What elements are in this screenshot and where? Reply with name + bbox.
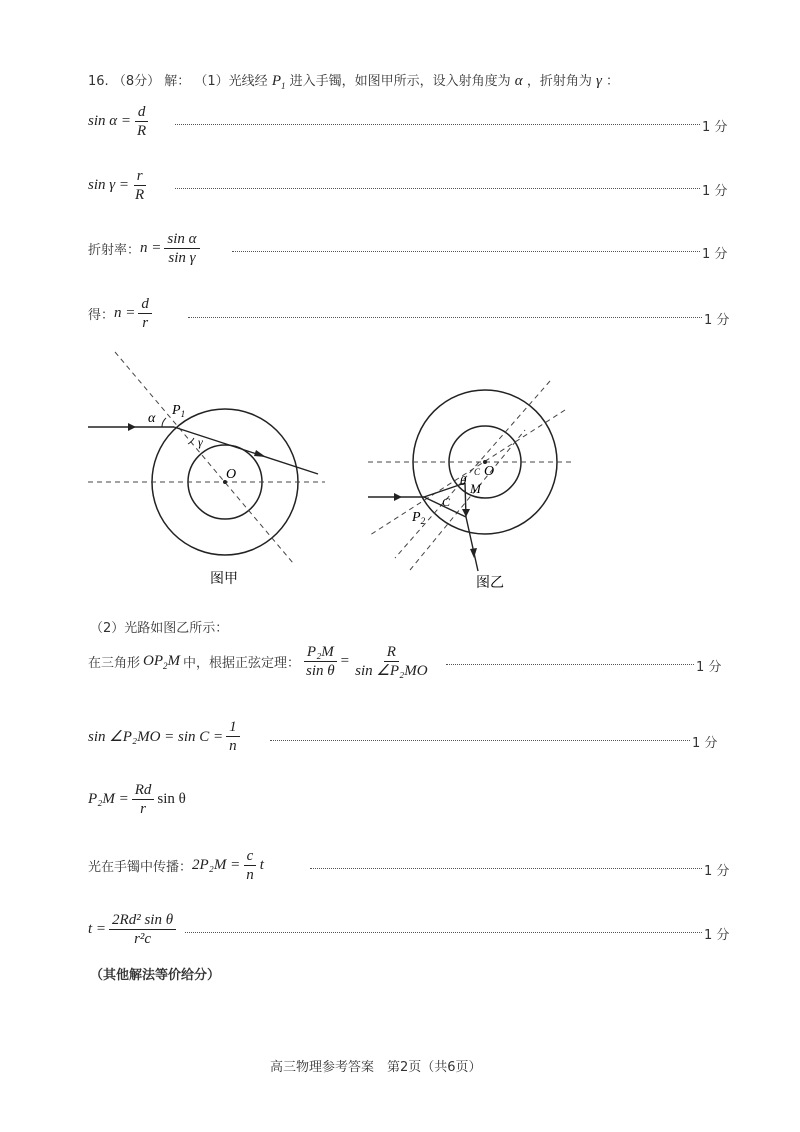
incident-arrow-icon [394,493,402,501]
eq6-score: 1 分 [692,736,718,751]
eq9-fraction: $\frac{\text{2Rd² sin θ}}{\text{r²c}}$ [109,912,176,947]
eq8-fraction: $\frac{c}{n}$ [243,848,257,883]
label-c1: C [474,467,481,477]
figure-jia [80,350,340,600]
eq8-label: 光在手镯中传播： [88,860,193,875]
part2-intro: （2）光路如图乙所示： [90,621,229,636]
eq8-score: 1 分 [704,864,730,879]
eq4-lhs: n = [114,305,136,321]
eq8-dots [310,868,702,869]
triangle-name: $OP_2M$ [143,652,181,671]
question-header [88,70,619,91]
equation-time [88,912,179,947]
exit-ray [466,517,478,571]
figure-yi [360,375,580,600]
part1-end: ： [606,74,620,89]
incident-arrow-icon [128,423,136,431]
figure-caption: 图乙 [476,576,504,591]
label-p2: $P_2$ [412,510,426,526]
eq9-score: 1 分 [704,928,730,943]
alpha-arc [162,418,166,427]
eq4-label: 得： [88,308,115,323]
equation-critical-angle [88,719,243,754]
eq5-fraction2: $\frac{R}{\text{sin ∠P₂MO}}$ [355,644,428,679]
eq5-label2: 中，根据正弦定理： [183,656,301,671]
eq5-equals: = [340,653,350,669]
eq5-score: 1 分 [696,660,722,675]
grading-note: （其他解法等价给分） [90,968,221,983]
eq8-lhs: 2P₂M = [192,857,241,873]
figure-caption: 图甲 [210,572,238,587]
eq7-lhs: P₂M = [88,791,129,807]
eq9-lhs: t = [88,921,107,937]
label-gamma: γ [198,435,203,449]
gamma-symbol: γ [595,73,602,89]
part1-text: 进入手镯，如图甲所示，设入射角度为 [289,74,511,89]
eq3-lhs: n = [140,240,162,256]
label-alpha: α [148,411,156,426]
point-p1: $P_1$ [271,73,286,91]
label-p1: $P_1$ [172,403,186,419]
eq8-tail: t [259,857,264,873]
equation-p2m [88,782,186,817]
eq2-lhs: sin γ = [88,177,130,193]
eq1-score: 1 分 [702,120,728,135]
alpha-symbol: α [514,73,523,89]
eq3-dots [232,251,700,252]
equation-result-n [88,296,155,331]
eq3-label: 折射率： [88,243,141,258]
eq5-dots [446,664,694,665]
eq4-fraction: $\frac{d}{r}$ [138,296,152,331]
eq7-tail: sin θ [157,791,186,807]
equation-sine-law [88,644,434,679]
equation-refractive-index [88,231,203,266]
eq2-fraction: $\frac{r}{R}$ [135,168,145,203]
label-m: M [470,481,481,496]
eq1-fraction: $\frac{d}{R}$ [134,104,149,139]
eq3-score: 1 分 [702,247,728,262]
dashed-line-b [370,410,565,535]
label-theta: θ [460,473,467,488]
eq4-dots [188,317,702,318]
equation-sin-gamma [88,168,150,203]
eq1-lhs: sin α = [88,113,132,129]
exit-arrow-icon [470,548,477,558]
eq5-fraction1: $\frac{\text{P₂M}}{\text{sin θ}}$ [303,644,338,679]
refracted-ray [174,427,318,474]
label-o: O [484,464,495,479]
eq6-lhs: sin ∠P₂MO = sin C = [88,729,224,745]
label-o: O [226,467,237,482]
label-c2: C [442,495,451,509]
refracted-arrow-icon [254,450,266,457]
eq6-fraction: $\frac{1}{n}$ [226,719,240,754]
page-footer: 高三物理参考答案 第2页（共6页） [270,1060,482,1075]
equation-sin-alpha [88,104,152,139]
question-points: （8分） [112,74,161,89]
eq2-score: 1 分 [702,184,728,199]
eq6-dots [270,740,690,741]
part1-intro: （1）光线经 [194,74,268,89]
eq5-label: 在三角形 [88,656,141,671]
eq9-dots [185,932,702,933]
part1-mid: ，折射角为 [526,74,592,89]
eq4-score: 1 分 [704,313,730,328]
gamma-arc [188,438,194,444]
eq2-dots [175,188,700,189]
equation-propagation [88,848,264,883]
solution-label: 解： [164,74,191,89]
eq3-fraction: $\frac{\text{sin α}}{\text{sin γ}}$ [164,231,199,266]
eq7-fraction: $\frac{Rd}{r}$ [132,782,155,817]
eq1-dots [175,124,700,125]
dashed-line-c [410,430,525,570]
question-number: 16. [88,74,109,89]
